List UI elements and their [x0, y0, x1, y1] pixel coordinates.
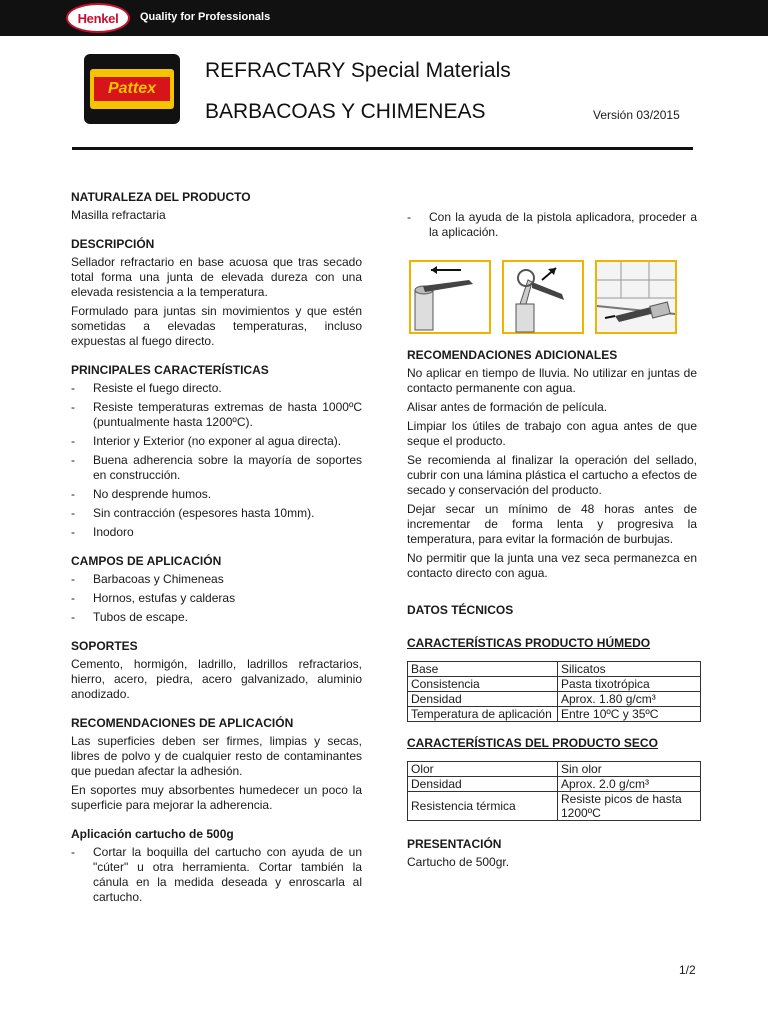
section-heading: SOPORTES [71, 639, 138, 653]
paragraph: Se recomienda al finalizar la operación del sellado, cubrir con una lámina plástica el cartucho a efectos de secado y conservación del producto. [407, 453, 697, 497]
list-item: - Con la ayuda de la pistola aplicadora, proceder a la aplicación. [407, 210, 697, 240]
table-row: Densidad Aprox. 2.0 g/cm³ [408, 777, 701, 792]
list-item: - No desprende humos. [71, 487, 362, 502]
paragraph: En soportes muy absorbentes humedecer un poco la superficie para mejorar la adherencia. [71, 783, 362, 812]
application-steps-continued [407, 210, 697, 240]
table-row: Densidad Aprox. 1.80 g/cm³ [408, 692, 701, 707]
section-heading: DATOS TÉCNICOS [407, 603, 514, 617]
dry-properties-table [407, 761, 701, 821]
page-number: 1/2 [679, 963, 696, 977]
wet-properties-table [407, 661, 701, 722]
section-heading: CARACTERÍSTICAS DEL PRODUCTO SECO [407, 736, 658, 750]
section-heading: PRESENTACIÓN [407, 837, 502, 851]
table-row: Resistencia térmica Resiste picos de hasta 1200ºC [408, 792, 701, 821]
header-rule [72, 147, 693, 150]
list-item: - Hornos, estufas y calderas [71, 591, 362, 606]
cut-nozzle-illustration [409, 260, 491, 334]
list-item: - Buena adherencia sobre la mayoría de soportes en construcción. [71, 453, 362, 483]
paragraph: No permitir que la junta una vez seca permanezca en contacto directo con agua. [407, 551, 697, 580]
application-illustrations [409, 260, 697, 334]
paragraph: Formulado para juntas sin movimientos y que estén sometidas a elevadas temperaturas, incluso expuestas al fuego directo. [71, 304, 362, 348]
paragraph: Cemento, hormigón, ladrillo, ladrillos refractarios, hierro, acero, piedra, acero galvanizado, aluminio anodizado. [71, 657, 362, 701]
pattex-logo: Pattex [84, 54, 180, 124]
document-subtitle: BARBACOAS Y CHIMENEAS [205, 100, 486, 123]
applications-list [71, 572, 362, 625]
features-list [71, 381, 362, 540]
list-item: - Cortar la boquilla del cartucho con ayuda de un "cúter" u otra herramienta. Cortar también la cánula en la medida deseada y enroscarla al cartucho. [71, 845, 362, 905]
paragraph: Las superficies deben ser firmes, limpias y secas, libres de polvo y de cualquier resto de contaminantes que puedan afectar la adhesión. [71, 734, 362, 778]
list-item: - Sin contracción (espesores hasta 10mm). [71, 506, 362, 521]
table-row: Consistencia Pasta tixotrópica [408, 677, 701, 692]
left-column [71, 190, 362, 909]
version-label: Versión 03/2015 [593, 108, 680, 122]
paragraph: Sellador refractario en base acuosa que tras secado total forma una junta de elevada dureza con una elevada resistencia a la temperatura. [71, 255, 362, 299]
paragraph: No aplicar en tiempo de lluvia. No utilizar en juntas de contacto permanente con agua. [407, 366, 697, 395]
document-title: REFRACTARY Special Materials [205, 59, 511, 82]
section-heading: PRINCIPALES CARACTERÍSTICAS [71, 363, 269, 377]
section-heading: Aplicación cartucho de 500g [71, 827, 234, 841]
list-item: - Inodoro [71, 525, 362, 540]
application-steps-list [71, 845, 362, 905]
section-heading: DESCRIPCIÓN [71, 237, 155, 251]
henkel-logo: Henkel [66, 3, 130, 33]
header-bar [0, 0, 768, 36]
screw-nozzle-illustration [502, 260, 584, 334]
section-text: Cartucho de 500gr. [407, 855, 510, 869]
table-row: Temperatura de aplicación Entre 10ºC y 35ºC [408, 707, 701, 722]
apply-sealant-illustration [595, 260, 677, 334]
section-heading: CAMPOS DE APLICACIÓN [71, 554, 222, 568]
list-item: - Resiste el fuego directo. [71, 381, 362, 396]
tagline: Quality for Professionals [140, 11, 271, 23]
section-heading: NATURALEZA DEL PRODUCTO [71, 190, 251, 204]
section-heading: CARACTERÍSTICAS PRODUCTO HÚMEDO [407, 636, 651, 650]
table-row: Olor Sin olor [408, 762, 701, 777]
list-item: - Interior y Exterior (no exponer al agua directa). [71, 434, 362, 449]
paragraph: Alisar antes de formación de película. [407, 400, 608, 414]
list-item: - Barbacoas y Chimeneas [71, 572, 362, 587]
paragraph: Limpiar los útiles de trabajo con agua antes de que seque el producto. [407, 419, 697, 448]
right-column [407, 210, 697, 874]
table-row: Base Silicatos [408, 662, 701, 677]
list-item: - Tubos de escape. [71, 610, 362, 625]
paragraph: Dejar secar un mínimo de 48 horas antes de incrementar de forma lenta y progresiva la temperatura, para evitar la formación de burbujas. [407, 502, 697, 546]
list-item: - Resiste temperaturas extremas de hasta 1000ºC (puntualmente hasta 1200ºC). [71, 400, 362, 430]
section-heading: RECOMENDACIONES ADICIONALES [407, 348, 618, 362]
section-text: Masilla refractaria [71, 208, 166, 222]
section-heading: RECOMENDACIONES DE APLICACIÓN [71, 716, 294, 730]
